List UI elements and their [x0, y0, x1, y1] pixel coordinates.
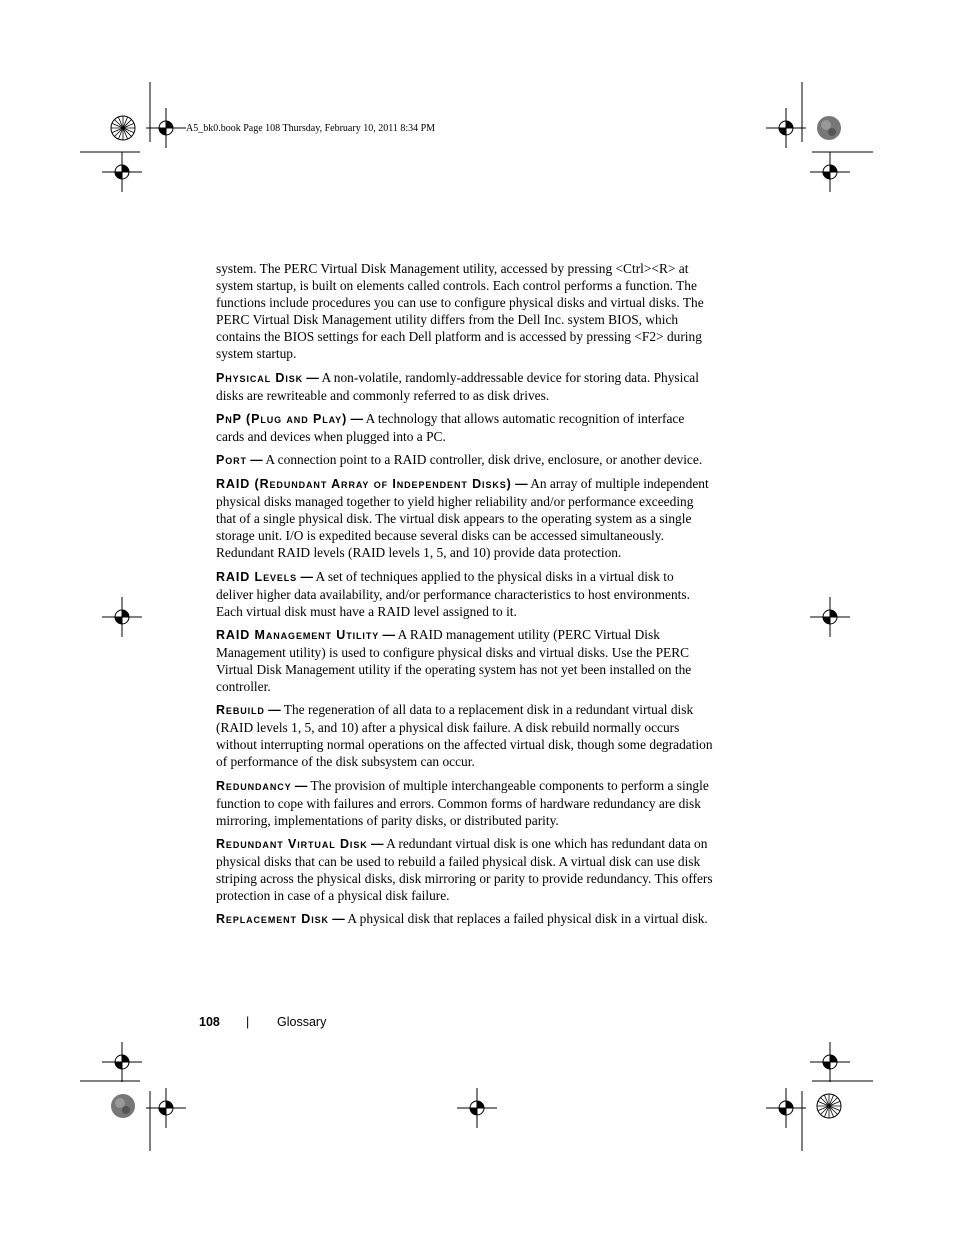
term-dash: —: [300, 569, 313, 584]
term-dash: —: [332, 912, 345, 927]
glossary-entry: [216, 475, 714, 561]
term-dash: —: [350, 411, 363, 426]
glossary-entry: [216, 777, 714, 829]
term-dash: —: [371, 836, 384, 851]
page-number: 108: [199, 1015, 220, 1029]
glossary-definition: A technology that allows automatic recognition of interface cards and devices when plugged into a PC.: [216, 410, 685, 444]
glossary-definition: A set of techniques applied to the physical disks in a virtual disk to deliver higher data availability, and/or performance characteristics to host environments. Each virtual disk must have a RAID level assigned to it.: [216, 568, 690, 619]
glossary-definition: The regeneration of all data to a replacement disk in a redundant virtual disk (RAID levels 1, 5, and 10) after a physical disk failure. A disk rebuild normally occurs without interrupting normal operations on the affected virtual disk, though some degradation of performance of the disk subsystem can occur.: [216, 702, 713, 770]
footer-separator: |: [246, 1015, 250, 1029]
glossary-entry: [216, 835, 714, 904]
glossary-definition: A RAID management utility (PERC Virtual Disk Management utility) is used to configure physical disks and virtual disks. Use the PERC Virtual Disk Management utility if the operating system has not yet been installed on the controller.: [216, 626, 692, 695]
glossary-term: RAID Levels: [216, 569, 298, 584]
term-dash: —: [306, 370, 319, 385]
glossary-entry: [216, 568, 714, 620]
glossary-term: Rebuild: [216, 703, 265, 718]
glossary-entry: [216, 410, 714, 445]
glossary-term: RAID Management Utility: [216, 627, 380, 642]
section-name: Glossary: [277, 1015, 327, 1029]
glossary-definition: A physical disk that replaces a failed physical disk in a virtual disk.: [347, 911, 708, 927]
glossary-term: Replacement Disk: [216, 912, 329, 927]
term-dash: —: [268, 703, 281, 718]
glossary-entry: [216, 369, 714, 404]
term-dash: —: [382, 627, 395, 642]
glossary-term: Redundant Virtual Disk: [216, 836, 368, 851]
glossary-term: RAID (Redundant Array of Independent Disks): [216, 477, 512, 492]
intro-paragraph: system. The PERC Virtual Disk Management utility, accessed by pressing <Ctrl><R> at system startup, is built on elements called controls. Each control performs a function. The functions include procedures you can use to configure physical disks and virtual disks. The PERC Virtual Disk Management utility differs from the Dell Inc. system BIOS, which contains the BIOS settings for each Dell platform and is accessed by pressing <F2> during system startup.: [216, 261, 704, 362]
glossary-term: Physical Disk: [216, 370, 304, 385]
glossary-entry: [216, 626, 714, 695]
glossary-definition: A redundant virtual disk is one which has redundant data on physical disks that can be used to rebuild a failed physical disk. A virtual disk can use disk striping across the physical disks, disk mirroring or parity to provide redundancy. This offers protection in case of a physical disk failure.: [216, 835, 713, 904]
glossary-term: PnP (Plug and Play): [216, 411, 348, 426]
glossary-entry: [216, 701, 714, 770]
glossary-term: Port: [216, 452, 247, 467]
glossary-body: [216, 260, 714, 934]
term-dash: —: [294, 778, 308, 793]
print-slug-line: A5_bk0.book Page 108 Thursday, February 10, 2011 8:34 PM: [186, 123, 436, 134]
glossary-definition: A non-volatile, randomly-addressable device for storing data. Physical disks are rewriteable and commonly referred to as disk drives.: [216, 369, 699, 403]
glossary-entry: [216, 451, 714, 469]
glossary-definition: The provision of multiple interchangeable components to perform a single function to cope with failures and errors. Common forms of hardware redundancy are disk mirroring, implementations of parity disks, or distributed parity.: [216, 777, 709, 828]
glossary-term: Redundancy: [216, 778, 292, 793]
term-dash: —: [515, 477, 528, 492]
glossary-definition: A connection point to a RAID controller, disk drive, enclosure, or another device.: [265, 451, 703, 467]
glossary-definition: An array of multiple independent physical disks managed together to yield higher reliability and/or performance exceeding that of a single physical disk. The virtual disk appears to the operating system as a single storage unit. I/O is expedited because several disks can be accessed simultaneously. Redundant RAID levels (RAID levels 1, 5, and 10) provide data protection.: [216, 476, 709, 561]
term-dash: —: [250, 452, 263, 467]
glossary-entry: [216, 910, 714, 928]
